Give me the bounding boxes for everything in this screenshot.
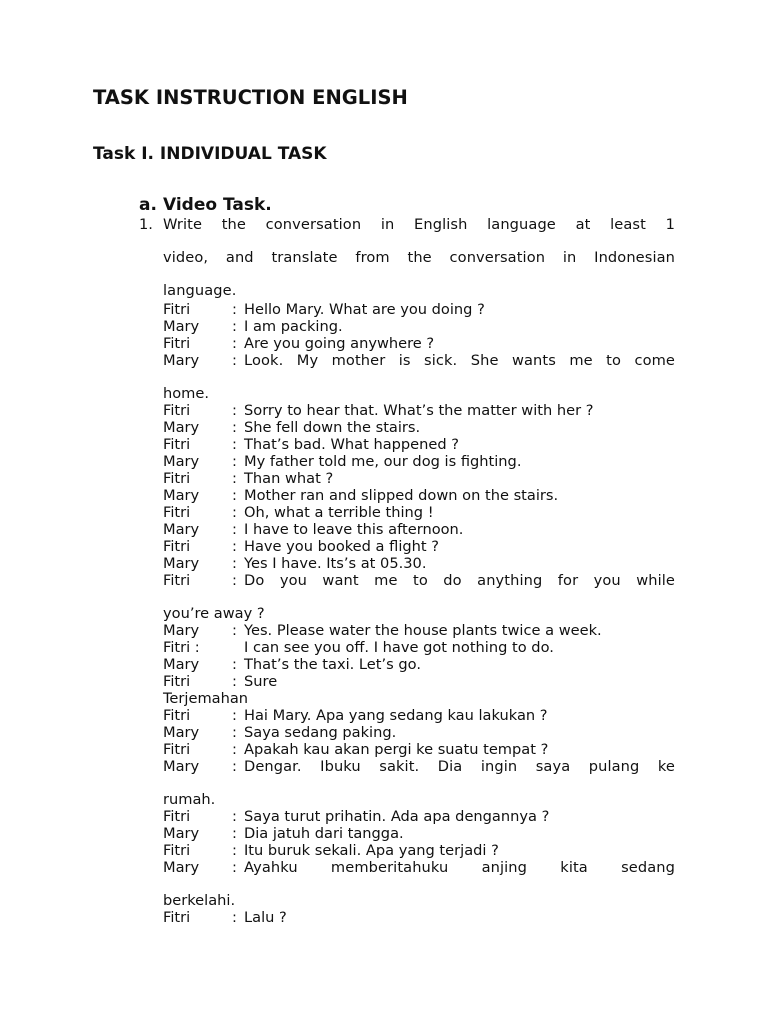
speaker-colon: : xyxy=(232,859,237,876)
utterance-text: Saya turut prihatin. Ada apa dengannya ? xyxy=(244,808,550,825)
dialogue-line xyxy=(163,741,675,758)
item-line: language. xyxy=(163,282,237,299)
utterance-text: My father told me, our dog is fighting. xyxy=(244,453,522,470)
dialogue-line xyxy=(163,707,675,724)
speaker-colon: : xyxy=(232,825,237,842)
speaker-name: Mary xyxy=(163,555,200,572)
conversation-translation xyxy=(163,707,675,926)
speaker-name: Mary xyxy=(163,352,200,369)
utterance-text: Have you booked a flight ? xyxy=(244,538,440,555)
speaker-colon: : xyxy=(232,352,237,369)
speaker-name: Fitri xyxy=(163,436,191,453)
dialogue-line xyxy=(163,521,675,538)
utterance-text: Itu buruk sekali. Apa yang terjadi ? xyxy=(244,842,499,859)
speaker-colon: : xyxy=(232,808,237,825)
speaker-colon: : xyxy=(232,538,237,555)
speaker-colon: : xyxy=(232,504,237,521)
utterance-text: Look. My mother is sick. She wants me to come xyxy=(244,352,675,369)
speaker-colon: : xyxy=(232,741,237,758)
speaker-colon: : xyxy=(232,453,237,470)
speaker-colon: : xyxy=(232,301,237,318)
speaker-colon: : xyxy=(232,419,237,436)
utterance-text: That’s bad. What happened ? xyxy=(244,436,460,453)
speaker-colon: : xyxy=(232,402,237,419)
speaker-name: Mary xyxy=(163,487,200,504)
dialogue-line xyxy=(163,656,675,673)
instruction-item xyxy=(139,216,675,299)
speaker-colon: : xyxy=(232,909,237,926)
dialogue-line xyxy=(163,825,675,842)
utterance-text: Dia jatuh dari tangga. xyxy=(244,825,404,842)
speaker-name: Mary xyxy=(163,622,200,639)
dialogue-line xyxy=(163,538,675,555)
speaker-name: Fitri xyxy=(163,808,191,825)
speaker-name: Fitri xyxy=(163,572,191,589)
utterance-text: Dengar. Ibuku sakit. Dia ingin saya pulang ke xyxy=(244,758,675,775)
item-line: video, and translate from the conversation in Indonesian xyxy=(163,249,675,266)
speaker-colon: : xyxy=(232,470,237,487)
utterance-text: Do you want me to do anything for you while xyxy=(244,572,675,589)
speaker-colon: : xyxy=(232,707,237,724)
document-title: TASK INSTRUCTION ENGLISH xyxy=(93,86,408,109)
speaker-colon: : xyxy=(232,622,237,639)
utterance-text: Oh, what a terrible thing ! xyxy=(244,504,434,521)
section-number: a. xyxy=(139,195,157,215)
dialogue-line xyxy=(163,335,675,352)
utterance-continuation: you’re away ? xyxy=(163,605,265,622)
speaker-name: Mary xyxy=(163,318,200,335)
speaker-name: Fitri xyxy=(163,707,191,724)
section-heading xyxy=(139,195,272,215)
task-heading: Task I. INDIVIDUAL TASK xyxy=(93,144,327,164)
speaker-name: Mary xyxy=(163,521,200,538)
dialogue-line xyxy=(163,758,675,808)
dialogue-line xyxy=(163,859,675,909)
speaker-name: Fitri : xyxy=(163,639,200,656)
speaker-name: Mary xyxy=(163,724,200,741)
utterance-text: I can see you off. I have got nothing to do. xyxy=(244,639,554,656)
speaker-colon: : xyxy=(232,842,237,859)
dialogue-line xyxy=(163,622,675,639)
utterance-text: That’s the taxi. Let’s go. xyxy=(244,656,421,673)
dialogue-line xyxy=(163,453,675,470)
speaker-colon: : xyxy=(232,487,237,504)
utterance-text: Hello Mary. What are you doing ? xyxy=(244,301,485,318)
speaker-name: Fitri xyxy=(163,335,191,352)
utterance-continuation: rumah. xyxy=(163,791,216,808)
utterance-continuation: berkelahi. xyxy=(163,892,236,909)
utterance-text: Hai Mary. Apa yang sedang kau lakukan ? xyxy=(244,707,548,724)
speaker-name: Mary xyxy=(163,656,200,673)
speaker-name: Fitri xyxy=(163,842,191,859)
speaker-colon: : xyxy=(232,436,237,453)
utterance-text: She fell down the stairs. xyxy=(244,419,421,436)
speaker-name: Fitri xyxy=(163,301,191,318)
conversation-english xyxy=(163,301,675,926)
dialogue-line xyxy=(163,639,675,656)
speaker-name: Mary xyxy=(163,825,200,842)
dialogue-line xyxy=(163,724,675,741)
speaker-colon: : xyxy=(232,318,237,335)
speaker-name: Fitri xyxy=(163,741,191,758)
utterance-text: I am packing. xyxy=(244,318,343,335)
dialogue-line xyxy=(163,470,675,487)
utterance-text: Saya sedang paking. xyxy=(244,724,397,741)
utterance-text: Are you going anywhere ? xyxy=(244,335,435,352)
speaker-colon: : xyxy=(232,521,237,538)
speaker-name: Mary xyxy=(163,859,200,876)
utterance-text: Sorry to hear that. What’s the matter with her ? xyxy=(244,402,594,419)
utterance-text: Lalu ? xyxy=(244,909,287,926)
translation-heading: Terjemahan xyxy=(163,690,249,707)
dialogue-line xyxy=(163,808,675,825)
utterance-text: Mother ran and slipped down on the stairs. xyxy=(244,487,559,504)
dialogue-line xyxy=(163,402,675,419)
speaker-name: Mary xyxy=(163,453,200,470)
utterance-text: Sure xyxy=(244,673,278,690)
dialogue-line xyxy=(163,352,675,402)
item-line: Write the conversation in English language at least 1 xyxy=(163,216,675,233)
utterance-text: Yes I have. Its’s at 05.30. xyxy=(244,555,427,572)
speaker-colon: : xyxy=(232,758,237,775)
dialogue-line xyxy=(163,673,675,690)
speaker-colon: : xyxy=(232,335,237,352)
speaker-name: Mary xyxy=(163,419,200,436)
speaker-name: Fitri xyxy=(163,504,191,521)
dialogue-line xyxy=(163,555,675,572)
speaker-name: Mary xyxy=(163,758,200,775)
utterance-text: Ayahku memberitahuku anjing kita sedang xyxy=(244,859,675,876)
speaker-colon: : xyxy=(232,673,237,690)
dialogue-line xyxy=(163,909,675,926)
dialogue-line xyxy=(163,842,675,859)
speaker-name: Fitri xyxy=(163,402,191,419)
item-number: 1. xyxy=(139,216,153,233)
dialogue-line xyxy=(163,419,675,436)
speaker-colon: : xyxy=(232,555,237,572)
section-title: Video Task. xyxy=(163,195,272,215)
dialogue-line xyxy=(163,504,675,521)
item-text xyxy=(163,216,675,299)
utterance-text: Apakah kau akan pergi ke suatu tempat ? xyxy=(244,741,549,758)
speaker-colon: : xyxy=(232,572,237,589)
dialogue-line xyxy=(163,436,675,453)
dialogue-line xyxy=(163,572,675,622)
speaker-name: Fitri xyxy=(163,470,191,487)
speaker-name: Fitri xyxy=(163,538,191,555)
utterance-text: I have to leave this afternoon. xyxy=(244,521,464,538)
speaker-name: Fitri xyxy=(163,909,191,926)
utterance-continuation: home. xyxy=(163,385,210,402)
dialogue-line xyxy=(163,301,675,318)
dialogue-line xyxy=(163,318,675,335)
speaker-colon: : xyxy=(232,656,237,673)
speaker-name: Fitri xyxy=(163,673,191,690)
speaker-colon: : xyxy=(232,724,237,741)
dialogue-line xyxy=(163,487,675,504)
utterance-text: Than what ? xyxy=(244,470,334,487)
utterance-text: Yes. Please water the house plants twice a week. xyxy=(244,622,602,639)
